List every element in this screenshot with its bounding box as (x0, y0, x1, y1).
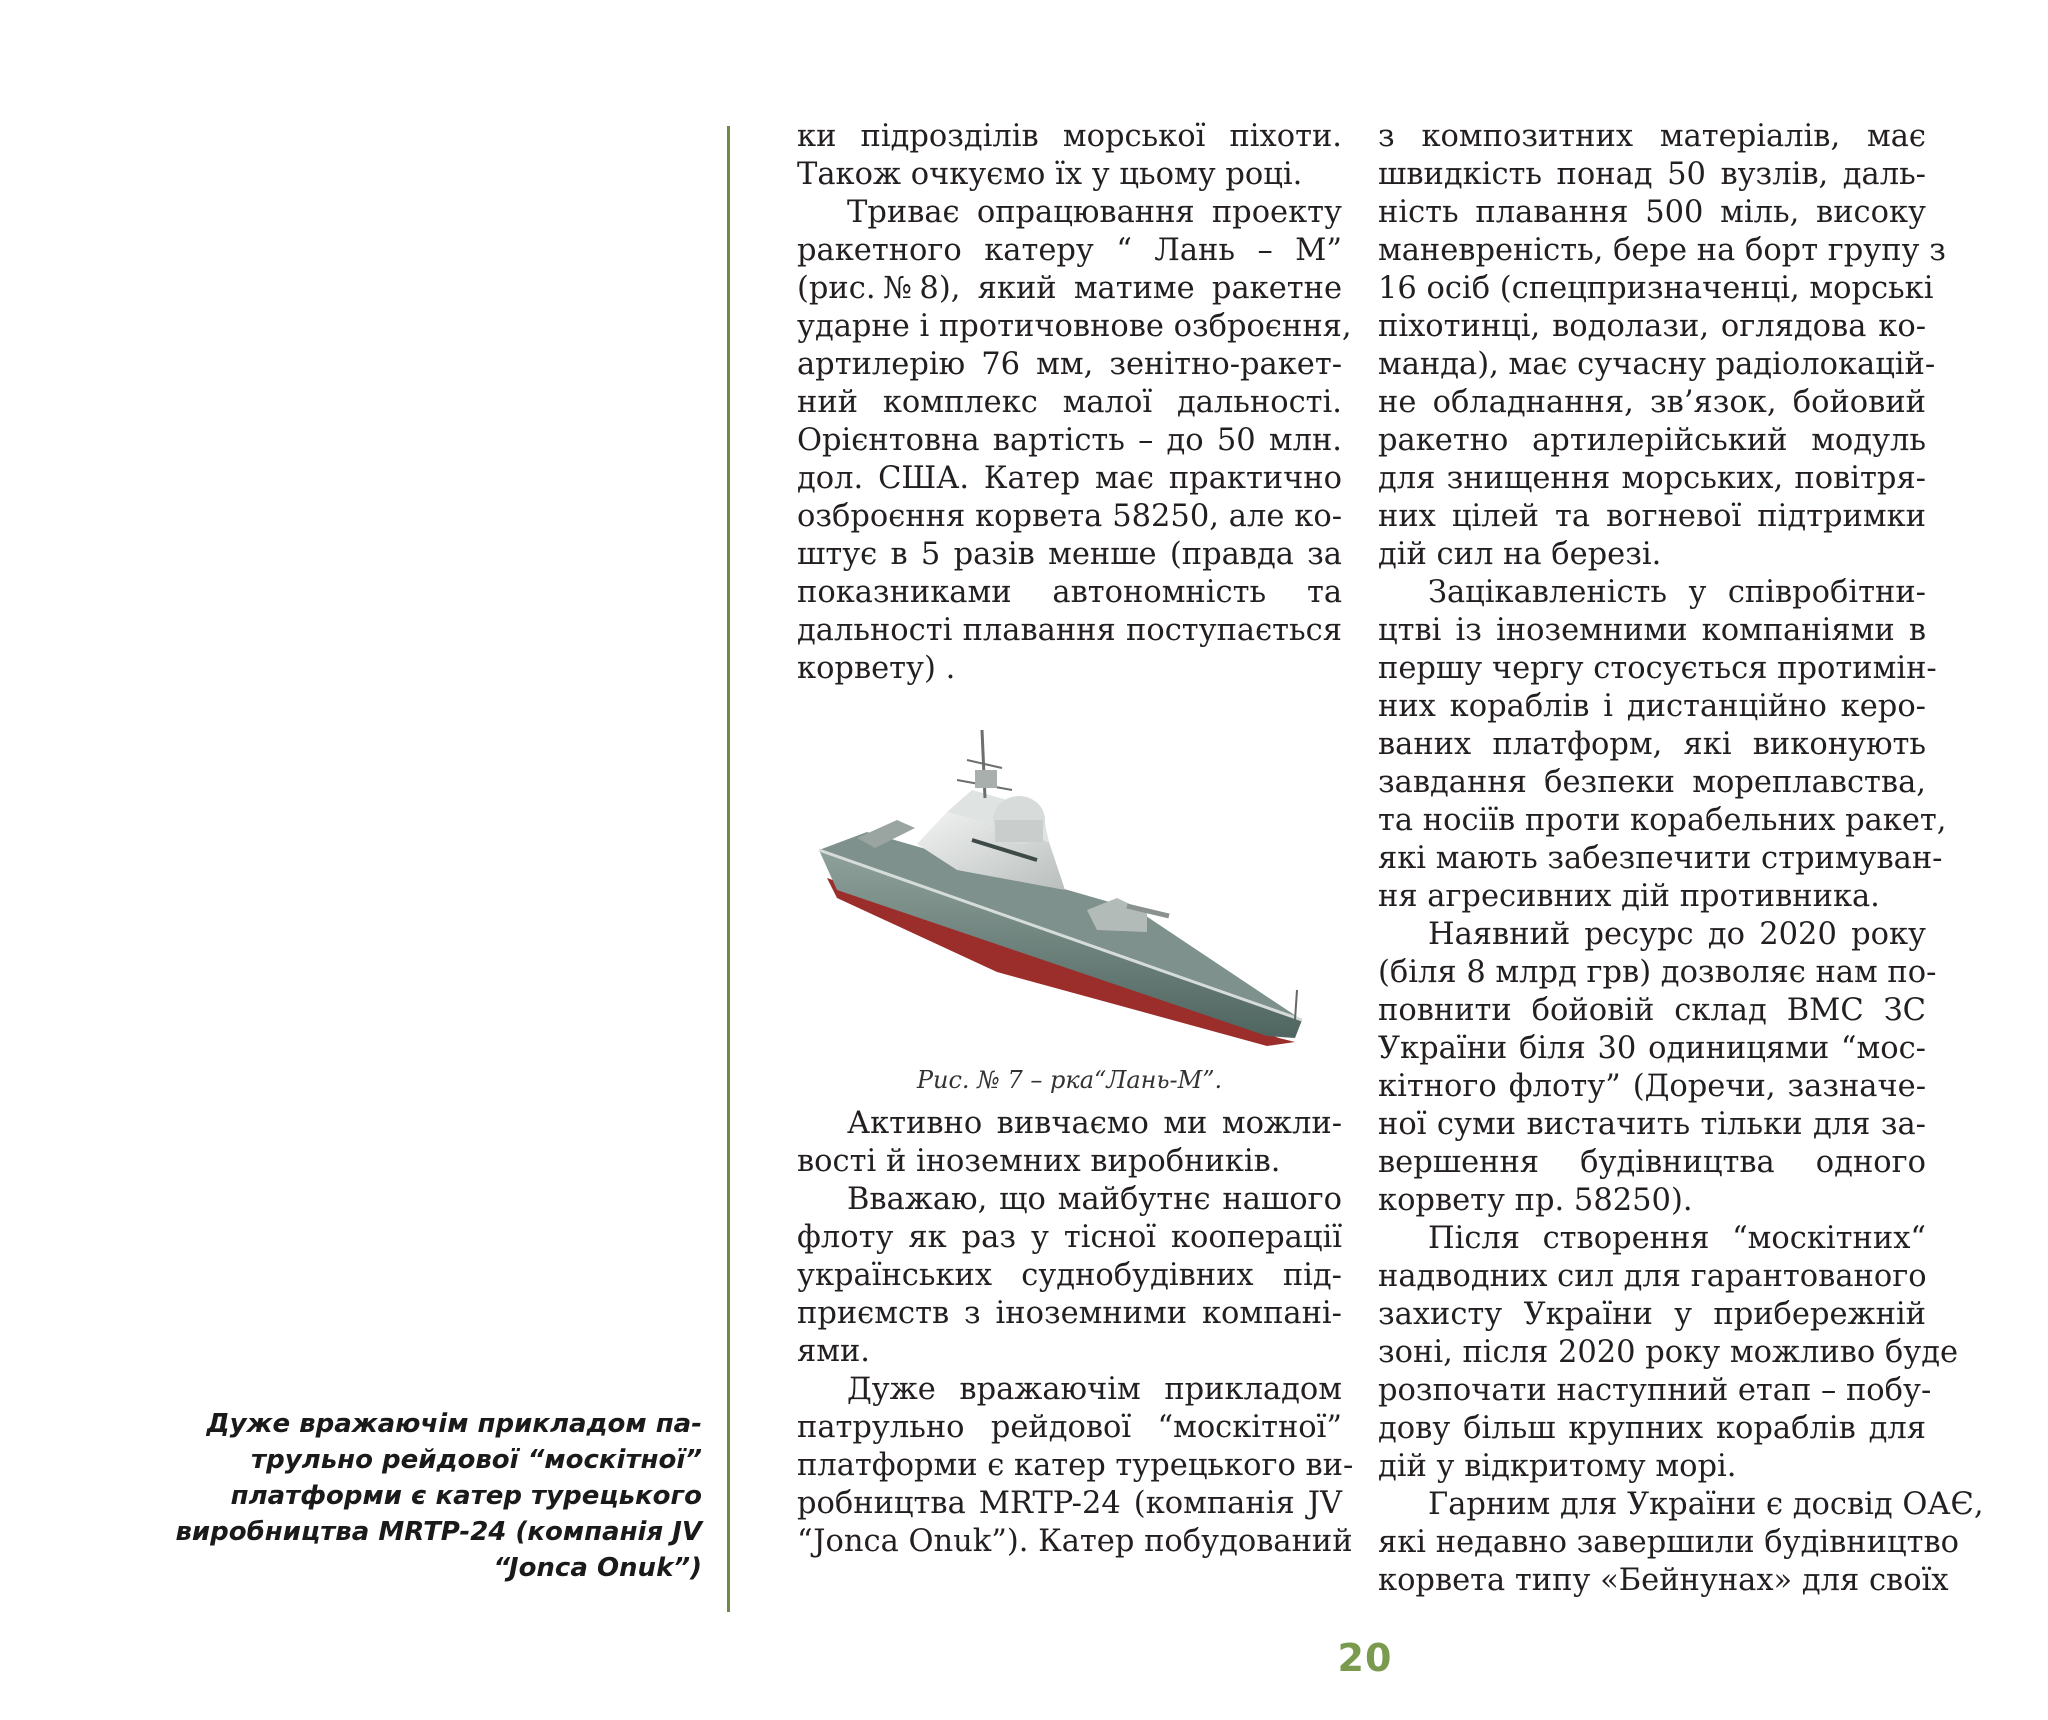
pull-quote-line: трульно рейдової “москітної” (251, 1445, 702, 1475)
text-line: дову більш крупних кораблів для (1378, 1411, 1926, 1446)
text-line: які мають забезпечити стримуван- (1378, 841, 1943, 876)
text-line: Також очкуємо їх у цьому році. (797, 157, 1303, 192)
text-line: озброєння корвета 58250, але ко- (797, 499, 1342, 534)
text-line: Наявний ресурс до 2020 року (1428, 917, 1926, 952)
text-line: України біля 30 одиницями “мос- (1378, 1031, 1926, 1066)
text-line: ної суми вистачить тільки для за- (1378, 1107, 1926, 1142)
text-line: дол. США. Катер має практично (797, 461, 1342, 496)
text-line: (біля 8 млрд грв) дозволяє нам по- (1378, 955, 1937, 990)
text-line: першу чергу стосується протимін- (1378, 651, 1937, 686)
text-line: дій сил на березі. (1378, 537, 1662, 572)
text-line: Активно вивчаємо ми можли- (847, 1106, 1342, 1141)
text-line: ваних платформ, які виконують (1378, 727, 1926, 762)
text-line: піхотинці, водолази, оглядова ко- (1378, 309, 1926, 344)
pull-quote-line: “Jonca Onuk”) (493, 1553, 702, 1583)
text-line: платформи є катер турецького ви- (797, 1448, 1354, 1483)
text-line: (рис.№8), який матиме ракетне (797, 271, 1342, 306)
pull-quote-line: платформи є катер турецького (230, 1481, 702, 1511)
text-column-left (797, 118, 1354, 1561)
text-column-right (1378, 118, 1984, 1600)
text-line: “Jonca Onuk”). Катер побудований (797, 1524, 1353, 1559)
missile-boat-illustration (797, 720, 1342, 1060)
text-line: приємств з іноземними компані- (797, 1296, 1342, 1331)
text-line: ракетного катеру “ Лань – М” (797, 233, 1342, 268)
text-line: Зацікавленість у співробітни- (1428, 575, 1926, 610)
text-line: Дуже вражаючім прикладом (847, 1372, 1342, 1407)
text-line: корвету) . (797, 651, 956, 686)
text-line: штує в 5 разів менше (правда за (797, 537, 1342, 572)
text-line: показниками автономність та (797, 575, 1342, 610)
text-line: ями. (797, 1334, 870, 1369)
text-line: для знищення морських, повітря- (1378, 461, 1926, 496)
text-line: маневреність, бере на борт групу з (1378, 233, 1946, 268)
text-line: них цілей та вогневої підтримки (1378, 499, 1926, 534)
text-line: Після створення “москітних“ (1428, 1221, 1926, 1256)
text-line: Вважаю, що майбутнє нашого (847, 1182, 1342, 1217)
text-line: швидкість понад 50 вузлів, даль- (1378, 157, 1926, 192)
text-line: ня агресивних дій противника. (1378, 879, 1880, 914)
text-line: Орієнтовна вартість – до 50 млн. (797, 423, 1342, 458)
text-line: ударне і протичовнове озброєння, (797, 309, 1352, 344)
text-line: Гарним для України є досвід ОАЄ, (1428, 1487, 1984, 1522)
text-line: артилерію 76 мм, зенітно-ракет- (797, 347, 1342, 382)
text-line: манда), має сучасну радіолокацій- (1378, 347, 1936, 382)
text-line: з композитних матеріалів, має (1378, 119, 1926, 154)
figure-caption: Рис. № 7 – рка“Лань-М”. (916, 1066, 1223, 1094)
text-line: флоту як раз у тісної кооперації (797, 1220, 1342, 1255)
sidebar-pull-quote (120, 1406, 702, 1586)
text-line: ний комплекс малої дальності. (797, 385, 1342, 420)
text-line: не обладнання, зв’язок, бойовий (1378, 385, 1926, 420)
ship-figure (797, 720, 1342, 1095)
page-number: 20 (1337, 1636, 1393, 1680)
pull-quote-line: виробництва MRTP-24 (компанія JV (175, 1517, 702, 1547)
text-line: цтві із іноземними компаніями в (1378, 613, 1926, 648)
text-line: ки підрозділів морської піхоти. (797, 119, 1342, 154)
text-line: ракетно артилерійський модуль (1378, 423, 1926, 458)
text-line: робництва MRTP-24 (компанія JV (797, 1486, 1342, 1521)
text-line: 16 осіб (спецпризначенці, морські (1378, 271, 1934, 306)
text-line: завдання безпеки мореплавства, (1378, 765, 1926, 800)
text-line: вершення будівництва одного (1378, 1145, 1926, 1180)
text-line: захисту України у прибережній (1378, 1297, 1926, 1332)
text-line: дій у відкритому морі. (1378, 1449, 1737, 1484)
text-line: повнити бойовій склад ВМС ЗС (1378, 993, 1926, 1028)
text-line: розпочати наступний етап – побу- (1378, 1373, 1932, 1408)
pull-quote-line: Дуже вражаючім прикладом па- (206, 1409, 702, 1439)
text-line: українських суднобудівних під- (797, 1258, 1342, 1293)
text-line: корвета типу «Бейнунах» для своїх (1378, 1563, 1949, 1598)
text-line: них кораблів і дистанційно керо- (1378, 689, 1926, 724)
text-line: кітного флоту” (Доречи, зазначе- (1378, 1069, 1926, 1104)
text-line: патрульно рейдової “москітної” (797, 1410, 1342, 1445)
text-line: корвету пр. 58250). (1378, 1183, 1693, 1218)
column-divider (727, 126, 730, 1612)
text-line: Триває опрацювання проекту (847, 195, 1342, 230)
text-line: та носіїв проти корабельних ракет, (1378, 803, 1947, 838)
text-line: вості й іноземних виробників. (797, 1144, 1281, 1179)
text-line: ність плавання 500 міль, високу (1378, 195, 1926, 230)
text-line: які недавно завершили будівництво (1378, 1525, 1959, 1560)
text-line: дальності плавання поступається (797, 613, 1342, 648)
text-line: зоні, після 2020 року можливо буде (1378, 1335, 1959, 1370)
text-line: надводних сил для гарантованого (1378, 1259, 1927, 1294)
